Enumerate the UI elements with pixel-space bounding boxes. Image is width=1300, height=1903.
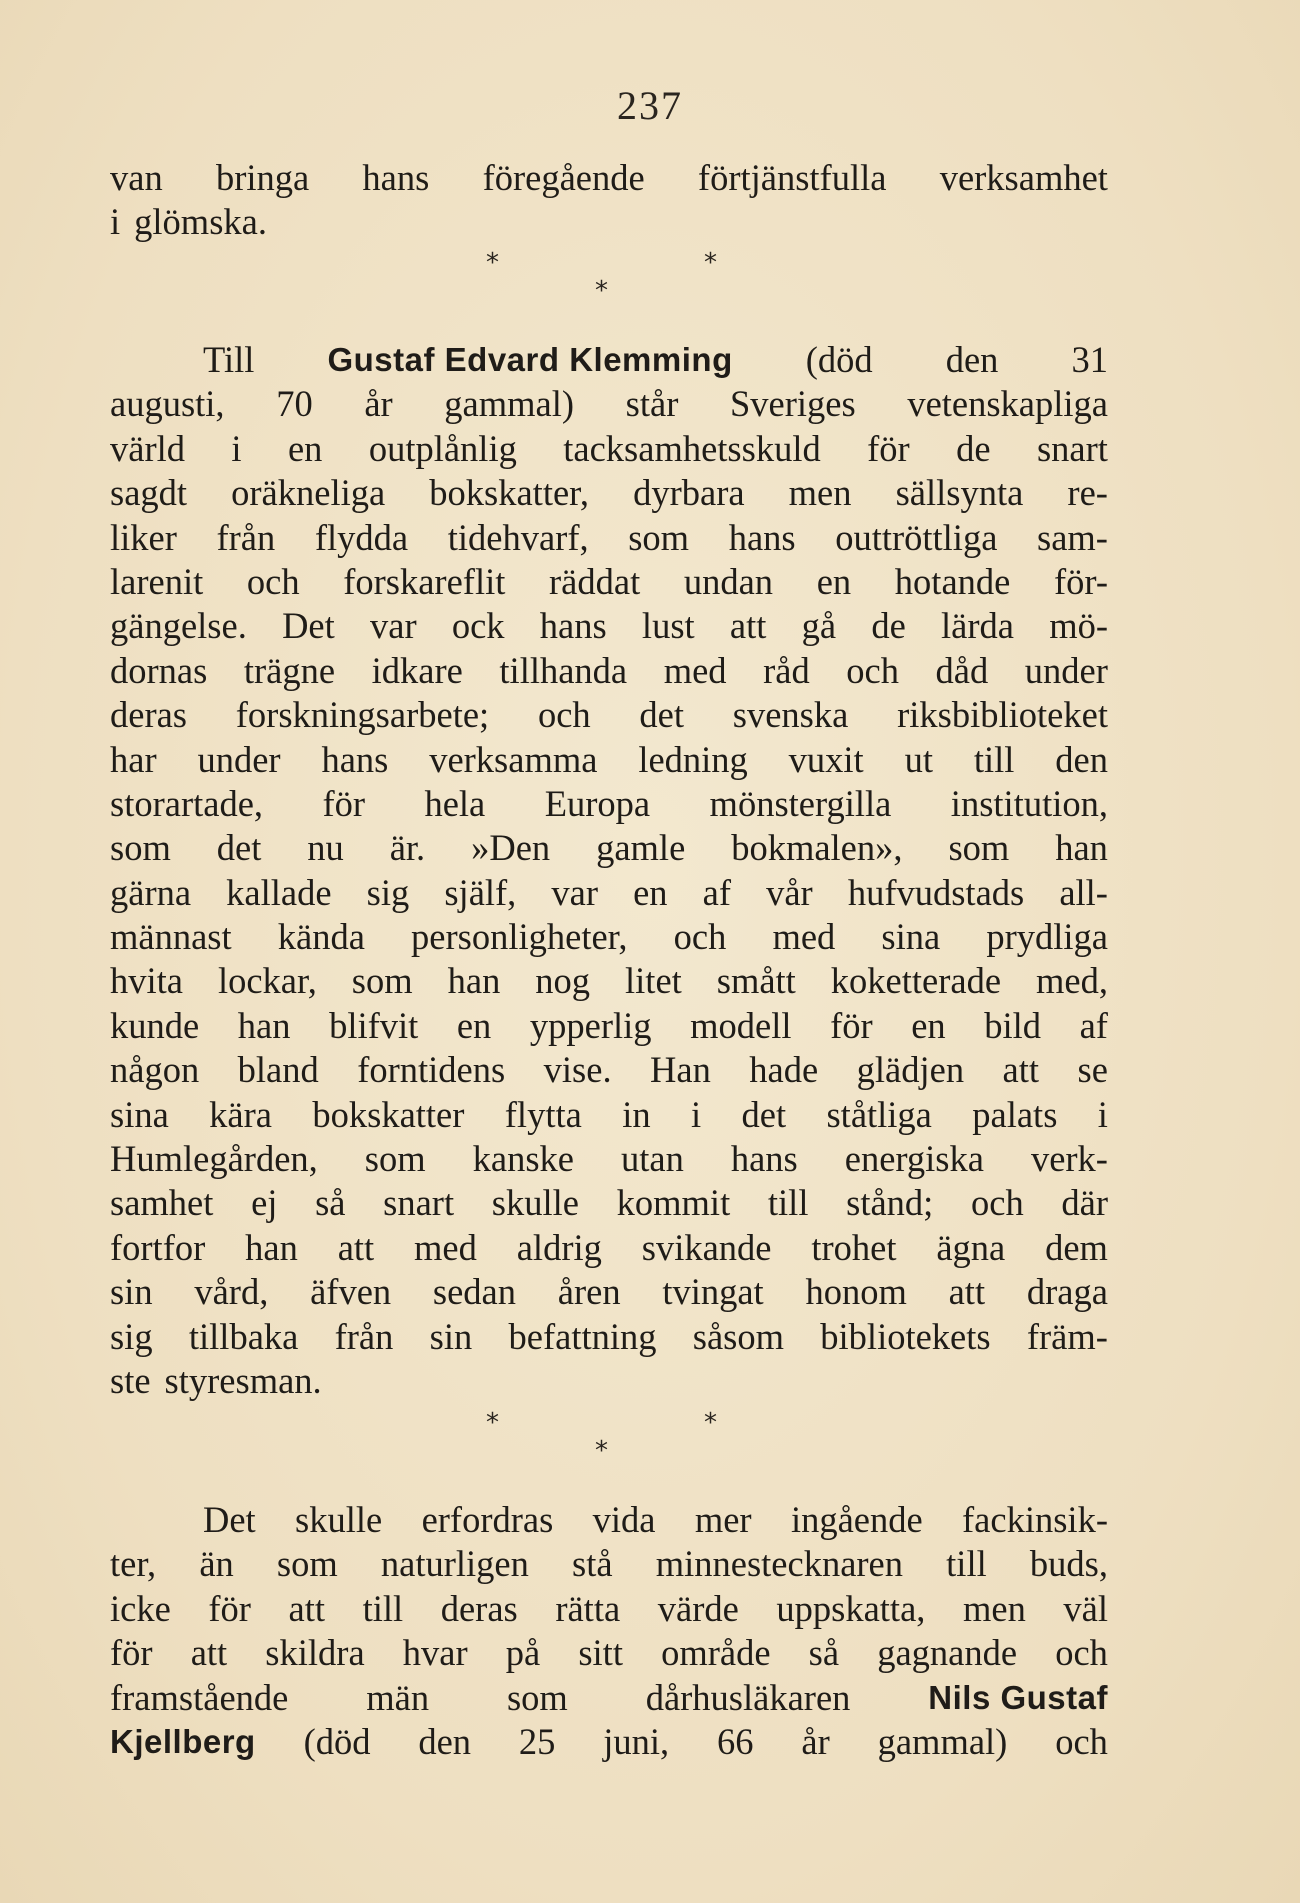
section-separator xyxy=(0,248,1300,318)
word: draga xyxy=(1026,1271,1108,1313)
word: litet xyxy=(625,960,682,1002)
word: och xyxy=(673,916,727,958)
word: flydda xyxy=(314,516,409,558)
word: tacksamhetsskuld xyxy=(563,427,821,469)
word: tidehvarf, xyxy=(447,516,589,558)
word: oräkneliga xyxy=(231,472,386,514)
word: var xyxy=(370,605,417,647)
word: all- xyxy=(1059,871,1108,913)
word: skildra xyxy=(265,1632,365,1674)
word: verksamma xyxy=(429,738,598,780)
word: som xyxy=(628,516,690,558)
word: hans xyxy=(730,1138,798,1180)
word: de xyxy=(956,427,991,469)
word: män xyxy=(366,1676,430,1718)
word: den xyxy=(945,339,999,380)
word: bland xyxy=(237,1049,319,1091)
word: den xyxy=(1055,738,1108,780)
word: där xyxy=(1061,1182,1108,1224)
word: forskningsarbete; xyxy=(235,694,490,736)
word: 70 xyxy=(276,383,313,425)
text-line xyxy=(110,959,1108,1003)
word: står xyxy=(625,383,679,425)
word: i xyxy=(231,427,242,469)
word: svikande xyxy=(641,1226,772,1268)
paragraph-kjellberg xyxy=(110,1498,1108,1764)
word: snart xyxy=(1036,427,1108,469)
word: vår xyxy=(766,871,813,913)
word: tillbaka xyxy=(188,1315,299,1357)
word: af xyxy=(1079,1004,1108,1046)
word: dåd xyxy=(935,649,989,691)
word: som xyxy=(351,960,413,1002)
text-line xyxy=(110,200,1108,244)
word: (död xyxy=(303,1720,371,1762)
word: palats xyxy=(972,1093,1058,1135)
word: är. xyxy=(389,827,426,869)
word: en xyxy=(816,560,852,602)
asterisk: * xyxy=(486,248,499,278)
word: buds, xyxy=(1029,1543,1108,1585)
word: verksamhet xyxy=(939,157,1108,198)
word: en xyxy=(287,427,323,469)
word: stånd; xyxy=(846,1182,934,1224)
word: in xyxy=(622,1093,651,1135)
word: det xyxy=(216,827,262,869)
word: flytta xyxy=(504,1093,582,1135)
word: 25 xyxy=(518,1720,556,1762)
word: bibliotekets xyxy=(820,1315,991,1357)
word: att xyxy=(1002,1049,1040,1091)
text-line xyxy=(110,915,1108,959)
word: trägne xyxy=(243,649,336,691)
asterisk: * xyxy=(595,276,608,306)
word: styresman. xyxy=(164,1359,322,1401)
word: energiska xyxy=(844,1138,984,1180)
person-name: Nils Gustaf xyxy=(928,1678,1108,1716)
word: prydliga xyxy=(986,916,1108,958)
text-line xyxy=(110,1359,1108,1403)
word: bokskatter xyxy=(312,1093,465,1135)
word: gängelse. xyxy=(110,605,247,647)
word: område xyxy=(661,1632,771,1674)
word: som xyxy=(506,1676,568,1718)
person-name: Gustaf Edvard Klemming xyxy=(327,341,733,378)
word: främ- xyxy=(1026,1315,1108,1357)
text-line xyxy=(110,1181,1108,1225)
word: forskareflit xyxy=(343,560,506,602)
word: för xyxy=(830,1004,873,1046)
word: ledning xyxy=(638,738,748,780)
word: ägna xyxy=(936,1226,1006,1268)
text-line xyxy=(110,782,1108,826)
text-line xyxy=(110,338,1108,382)
word: och xyxy=(246,560,300,602)
word: glömska. xyxy=(134,201,267,243)
word: snart xyxy=(383,1182,455,1224)
text-line xyxy=(110,156,1108,200)
word: sällsynta xyxy=(895,472,1024,514)
word: värde xyxy=(657,1587,739,1629)
word: stå xyxy=(572,1543,613,1585)
word: outtröttliga xyxy=(835,516,998,558)
word: sin xyxy=(429,1315,473,1357)
word: år xyxy=(364,383,393,425)
word: har xyxy=(110,738,157,780)
word: aldrig xyxy=(516,1226,602,1268)
word: vård, xyxy=(194,1271,269,1313)
word: som xyxy=(948,827,1010,869)
word: en xyxy=(633,871,668,913)
word: rätta xyxy=(555,1587,621,1629)
word: sagdt xyxy=(110,472,188,514)
asterisk: * xyxy=(595,1436,608,1466)
word: riksbiblioteket xyxy=(897,694,1108,736)
word: åren xyxy=(557,1271,621,1313)
word: dårhusläkaren xyxy=(645,1676,851,1718)
word: från xyxy=(334,1315,394,1357)
word: förtjänstfulla xyxy=(697,157,887,198)
word: med xyxy=(772,916,836,958)
word: lockar, xyxy=(217,960,317,1002)
word: till xyxy=(767,1182,809,1224)
word: för- xyxy=(1053,560,1108,602)
word: vuxit xyxy=(788,738,864,780)
word: till xyxy=(362,1587,404,1629)
word: skulle xyxy=(295,1499,383,1540)
word: han xyxy=(245,1226,298,1268)
word: Europa xyxy=(544,782,651,824)
word: verk- xyxy=(1030,1138,1108,1180)
word: ingående xyxy=(790,1499,923,1540)
text-line xyxy=(110,382,1108,426)
text-line xyxy=(110,1093,1108,1137)
word: hade xyxy=(749,1049,819,1091)
text-line xyxy=(110,693,1108,737)
word: Han xyxy=(650,1049,711,1091)
word: hvar xyxy=(402,1632,468,1674)
word: med xyxy=(663,649,727,691)
word: gammal) xyxy=(877,1720,1008,1762)
word: så xyxy=(315,1182,346,1224)
text-line xyxy=(110,871,1108,915)
word: för xyxy=(867,427,910,469)
section-separator xyxy=(0,1408,1300,1478)
word: smått xyxy=(716,960,796,1002)
word: råd xyxy=(763,649,810,691)
word: såsom xyxy=(692,1315,785,1357)
word: bringa xyxy=(215,157,310,198)
word: Det xyxy=(203,1499,256,1540)
text-line xyxy=(110,471,1108,515)
word: med xyxy=(414,1226,477,1268)
word: under xyxy=(197,738,281,780)
text-line xyxy=(110,649,1108,693)
word: blifvit xyxy=(329,1004,419,1046)
text-line xyxy=(110,427,1108,471)
word: det xyxy=(741,1093,787,1135)
word: bokskatter, xyxy=(429,472,589,514)
word: nu xyxy=(307,827,344,869)
word: männast xyxy=(110,916,232,958)
word: hvita xyxy=(110,960,183,1002)
word: sina xyxy=(881,916,941,958)
word: att xyxy=(288,1587,325,1629)
word: naturligen xyxy=(380,1543,529,1585)
text-line xyxy=(110,604,1108,648)
word: vetenskapliga xyxy=(907,383,1108,425)
word: sedan xyxy=(432,1271,517,1313)
word: att xyxy=(729,605,767,647)
word: skulle xyxy=(491,1182,579,1224)
word: gamle xyxy=(596,827,686,869)
word: vida xyxy=(592,1499,656,1540)
word: tvingat xyxy=(662,1271,764,1313)
word: vise. xyxy=(543,1049,612,1091)
text-line xyxy=(110,560,1108,604)
word: han xyxy=(447,960,501,1002)
word: kommit xyxy=(616,1182,731,1224)
word: en xyxy=(911,1004,946,1046)
text-line xyxy=(110,1498,1108,1542)
word: Sveriges xyxy=(729,383,856,425)
word: hufvudstads xyxy=(847,871,1025,913)
word: som xyxy=(276,1543,338,1585)
word: gärna xyxy=(110,871,192,913)
word: juni, xyxy=(603,1720,670,1762)
word: och xyxy=(971,1182,1024,1224)
word: bild xyxy=(984,1004,1042,1046)
word: hans xyxy=(728,516,796,558)
word: och xyxy=(1055,1632,1108,1674)
word: kända xyxy=(277,916,365,958)
text-line xyxy=(110,1004,1108,1048)
word: Humlegården, xyxy=(110,1138,318,1180)
word: sam- xyxy=(1037,516,1108,558)
word: utan xyxy=(621,1138,684,1180)
word: modell xyxy=(690,1004,792,1046)
word: kära xyxy=(209,1093,272,1135)
text-line xyxy=(110,1270,1108,1314)
word: hans xyxy=(362,157,430,198)
word: gammal) xyxy=(444,383,575,425)
asterisk: * xyxy=(704,248,717,278)
paragraph-klemming xyxy=(110,338,1108,1403)
word: dyrbara xyxy=(633,472,745,514)
word: väl xyxy=(1063,1587,1108,1629)
word: sig xyxy=(110,1315,153,1357)
text-line xyxy=(110,1542,1108,1586)
page-number: 237 xyxy=(617,83,683,128)
word: äfven xyxy=(310,1271,392,1313)
word: 66 xyxy=(717,1720,754,1762)
word: gå xyxy=(801,605,837,647)
word: se xyxy=(1077,1049,1108,1091)
word: sitt xyxy=(578,1632,623,1674)
word: och xyxy=(1055,1720,1108,1762)
word: gagnande xyxy=(877,1632,1018,1674)
word: för xyxy=(322,782,366,824)
word: men xyxy=(788,472,852,514)
word: än xyxy=(199,1543,234,1585)
word: bokmalen», xyxy=(731,827,903,869)
word: mer xyxy=(694,1499,752,1540)
word: mönstergilla xyxy=(709,782,892,824)
word: ej xyxy=(251,1182,278,1224)
word: hela xyxy=(424,782,486,824)
word: storartade, xyxy=(110,782,264,824)
word: framstående xyxy=(110,1676,289,1718)
word: Till xyxy=(203,339,255,380)
word: lust xyxy=(641,605,695,647)
word: dornas xyxy=(110,649,208,691)
word: var xyxy=(551,871,599,913)
word: idkare xyxy=(371,649,463,691)
text-line xyxy=(110,1315,1108,1359)
word: tillhanda xyxy=(499,649,628,691)
word: trohet xyxy=(811,1226,897,1268)
word: för xyxy=(110,1632,153,1674)
word: ter, xyxy=(110,1543,157,1585)
word: som xyxy=(110,827,171,869)
word: fortfor xyxy=(110,1226,206,1268)
word: uppskatta, xyxy=(776,1587,926,1629)
word: som xyxy=(364,1138,426,1180)
word: erfordras xyxy=(421,1499,554,1540)
word: af xyxy=(702,871,732,913)
text-line xyxy=(110,516,1108,560)
word: hans xyxy=(321,738,389,780)
word: att xyxy=(948,1271,986,1313)
text-line xyxy=(110,1676,1108,1720)
word: någon xyxy=(110,1049,200,1091)
word: kallade xyxy=(226,871,332,913)
word: »Den xyxy=(471,827,551,869)
word: på xyxy=(505,1632,541,1674)
word: hotande xyxy=(894,560,1011,602)
word: fackinsik- xyxy=(962,1499,1108,1540)
text-line xyxy=(110,1720,1108,1764)
text-line xyxy=(110,1631,1108,1675)
word: re- xyxy=(1067,472,1108,514)
word: koketterade xyxy=(830,960,1002,1002)
text-line xyxy=(110,826,1108,870)
word: föregående xyxy=(482,157,645,198)
word: i xyxy=(690,1093,702,1135)
word: räddat xyxy=(549,560,641,602)
word: undan xyxy=(683,560,774,602)
asterisk: * xyxy=(704,1408,717,1438)
asterisk: * xyxy=(486,1408,499,1438)
word: befattning xyxy=(508,1315,657,1357)
word: lärda xyxy=(941,605,1014,647)
word: att xyxy=(337,1226,375,1268)
word: själf, xyxy=(444,871,517,913)
word: i xyxy=(110,201,121,243)
word: van xyxy=(110,157,163,198)
word: för xyxy=(208,1587,251,1629)
word: år xyxy=(801,1720,830,1762)
word: den xyxy=(418,1720,472,1762)
paragraph-continuation xyxy=(110,156,1108,245)
word: ståtliga xyxy=(826,1093,932,1135)
word: de xyxy=(871,605,906,647)
word: deras xyxy=(110,694,188,736)
word: minnestecknaren xyxy=(655,1543,904,1585)
word: outplånlig xyxy=(368,427,517,469)
word: till xyxy=(973,738,1015,780)
word: ut xyxy=(904,738,933,780)
word: och xyxy=(537,694,591,736)
word: liker xyxy=(110,516,177,558)
word: han xyxy=(1055,827,1108,869)
word: 31 xyxy=(1071,339,1108,380)
text-line xyxy=(110,1226,1108,1270)
word: och xyxy=(846,649,899,691)
word: sig xyxy=(366,871,410,913)
word: till xyxy=(946,1543,987,1585)
word: larenit xyxy=(110,560,204,602)
text-line xyxy=(110,738,1108,782)
word: honom xyxy=(805,1271,907,1313)
text-line xyxy=(110,1048,1108,1092)
word: han xyxy=(237,1004,291,1046)
person-name: Kjellberg xyxy=(110,1722,256,1760)
word: icke xyxy=(110,1587,171,1629)
word: deras xyxy=(440,1587,518,1629)
text-line xyxy=(110,1137,1108,1181)
word: det xyxy=(639,694,685,736)
word: hans xyxy=(539,605,607,647)
word: sin xyxy=(110,1271,153,1313)
word: att xyxy=(190,1632,228,1674)
word: men xyxy=(962,1587,1026,1629)
word: personligheter, xyxy=(411,916,628,958)
word: forntidens xyxy=(357,1049,506,1091)
word: ock xyxy=(451,605,505,647)
word: mö- xyxy=(1049,605,1108,647)
word: glädjen xyxy=(856,1049,965,1091)
word: från xyxy=(216,516,276,558)
word: värld xyxy=(110,427,185,469)
text-line xyxy=(110,1587,1108,1631)
word: nog xyxy=(535,960,591,1002)
word: (död xyxy=(805,339,873,380)
word: augusti, xyxy=(110,383,225,425)
word: ypperlig xyxy=(529,1004,652,1046)
word: samhet xyxy=(110,1182,214,1224)
word: kunde xyxy=(110,1004,200,1046)
word: sina xyxy=(110,1093,169,1135)
word: under xyxy=(1024,649,1108,691)
word: dem xyxy=(1045,1226,1108,1268)
word: så xyxy=(808,1632,840,1674)
word: Det xyxy=(282,605,335,647)
word: institution, xyxy=(950,782,1108,824)
word: svenska xyxy=(732,694,849,736)
word: i xyxy=(1097,1093,1108,1135)
word: ste xyxy=(110,1359,151,1401)
word: med, xyxy=(1036,960,1108,1002)
word: kanske xyxy=(472,1138,574,1180)
word: en xyxy=(456,1004,492,1046)
